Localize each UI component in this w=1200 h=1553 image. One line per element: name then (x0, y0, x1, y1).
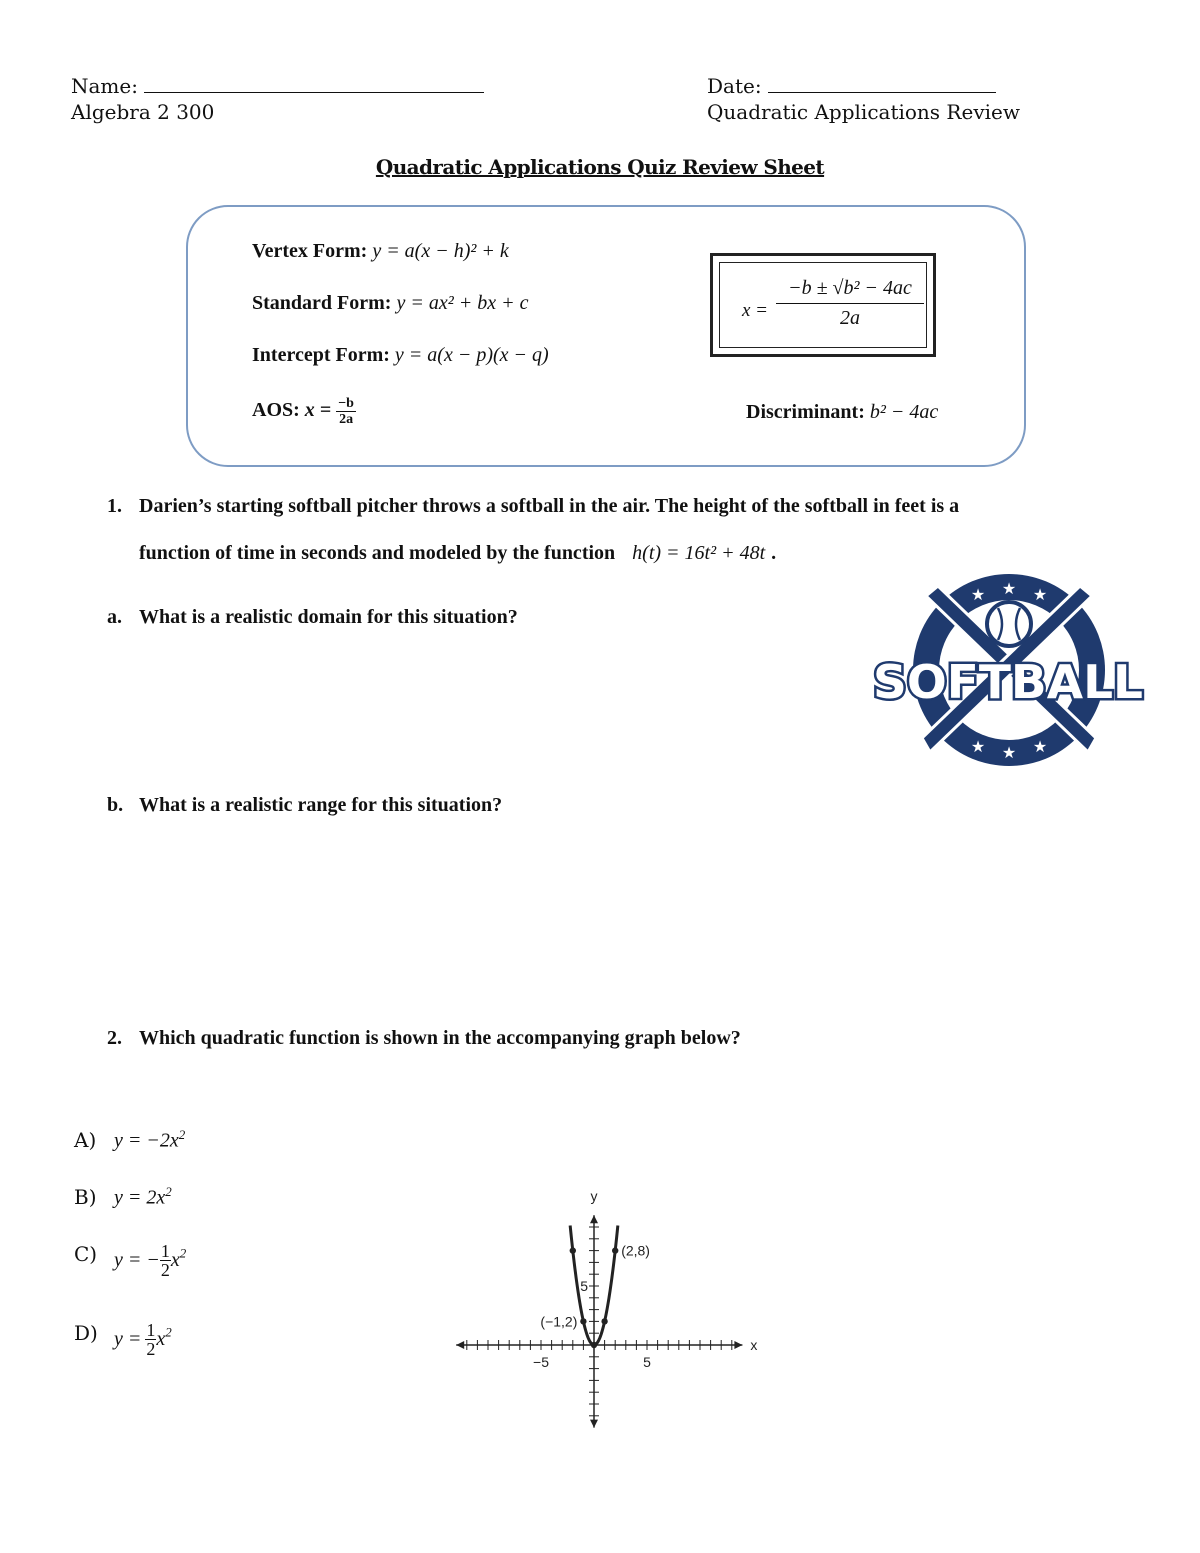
intercept-form-label: Intercept Form: (252, 344, 390, 366)
svg-text:★: ★ (970, 585, 986, 604)
q1-line1 (107, 495, 959, 518)
intercept-form (252, 344, 549, 367)
choice-b-exp: 2 (165, 1184, 172, 1199)
q1-number: 1. (107, 495, 122, 517)
data-point (612, 1247, 618, 1253)
aos-fraction (336, 396, 356, 427)
vertex-form-expr: y = a(x − h)² + k (372, 240, 509, 262)
x-axis-arrow-right (734, 1341, 742, 1349)
course-label: Algebra 2 300 (71, 100, 215, 124)
q2-number: 2. (107, 1027, 122, 1049)
page-title: Quadratic Applications Quiz Review Sheet (375, 155, 825, 179)
vertex-form (252, 240, 509, 263)
svg-text:★: ★ (1001, 579, 1017, 598)
q1a (107, 606, 518, 629)
choice-c-den: 2 (160, 1260, 170, 1280)
data-point (580, 1318, 586, 1324)
quadratic-formula-box (710, 253, 936, 357)
vertex-form-label: Vertex Form: (252, 240, 368, 262)
discriminant-label: Discriminant: (746, 401, 865, 423)
choice-b[interactable] (74, 1184, 172, 1210)
aos-denominator: 2a (339, 412, 354, 427)
data-point (570, 1247, 576, 1253)
aos-label: AOS: (252, 399, 300, 422)
choice-b-expr: y = 2x (114, 1186, 166, 1209)
standard-form-label: Standard Form: (252, 292, 392, 314)
choice-d-exp: 2 (165, 1324, 172, 1340)
x-tick-label: −5 (533, 1354, 549, 1370)
y-axis-arrow-down (590, 1420, 598, 1428)
data-point (601, 1318, 607, 1324)
aos-numerator: −b (338, 396, 354, 411)
quadratic-lhs: x = (742, 300, 769, 321)
choice-c-num: 1 (160, 1241, 170, 1261)
discriminant-expr: b² − 4ac (869, 401, 939, 423)
choice-a[interactable] (74, 1127, 185, 1153)
choice-c-expr: y = − (114, 1249, 160, 1271)
q1b-text: What is a realistic range for this situation? (139, 794, 503, 816)
q1-text-line1: Darien’s starting softball pitcher throws a softball in the air. The height of the softball in feet is a (139, 495, 960, 517)
svg-text:★: ★ (1001, 743, 1017, 762)
choice-d-den: 2 (146, 1339, 156, 1359)
point-label: (2,8) (621, 1242, 650, 1259)
date-blank[interactable] (768, 74, 996, 93)
standard-form-expr: y = ax² + bx + c (396, 292, 529, 314)
x-axis-label: x (750, 1337, 758, 1353)
q1-text-line2: function of time in seconds and modeled by the function (139, 542, 616, 564)
quadratic-formula-inner (719, 262, 927, 348)
choice-d[interactable] (74, 1321, 172, 1358)
svg-text:★: ★ (1032, 737, 1048, 756)
choice-a-exp: 2 (178, 1127, 186, 1142)
name-label: Name: (71, 74, 138, 98)
choice-c-label: C) (74, 1242, 98, 1266)
aos-formula (252, 396, 356, 427)
choice-c-exp: 2 (179, 1245, 187, 1261)
q1b-label: b. (107, 794, 124, 816)
choice-d-expr: y = (114, 1328, 142, 1350)
q1b (107, 794, 502, 817)
y-axis-arrow-up (590, 1215, 598, 1223)
choice-d-num: 1 (146, 1320, 156, 1340)
choice-c[interactable] (74, 1242, 186, 1279)
choice-c-var: x (170, 1249, 180, 1271)
logo-text: SOFTBALL (873, 655, 1143, 709)
svg-text:★: ★ (970, 737, 986, 756)
x-axis-arrow-left (456, 1341, 464, 1349)
standard-form (252, 292, 528, 315)
logo-ball-icon (987, 602, 1031, 646)
choice-a-label: A) (74, 1127, 97, 1152)
parabola-graph (440, 1095, 760, 1435)
x-tick-label: 5 (643, 1354, 651, 1370)
quadratic-numerator: −b ± √b² − 4ac (776, 277, 924, 304)
point-label: (−1,2) (540, 1313, 578, 1330)
q2 (107, 1027, 741, 1050)
q1-line2 (139, 542, 776, 565)
discriminant (746, 401, 938, 424)
choice-d-var: x (156, 1328, 166, 1350)
choice-c-fraction (160, 1242, 171, 1279)
softball-logo (866, 568, 1148, 772)
name-blank[interactable] (144, 74, 484, 93)
choice-d-label: D) (74, 1321, 98, 1345)
data-point (591, 1342, 597, 1348)
q2-text: Which quadratic function is shown in the accompanying graph below? (139, 1027, 741, 1049)
aos-lhs: x = (304, 399, 332, 422)
y-tick-label: 5 (580, 1278, 588, 1294)
svg-text:★: ★ (1032, 585, 1048, 604)
choice-d-fraction (145, 1321, 156, 1358)
q1a-text: What is a realistic domain for this situation? (139, 606, 518, 628)
q1a-label: a. (107, 606, 122, 628)
q1-period: . (771, 542, 777, 564)
subject-label: Quadratic Applications Review (707, 100, 1020, 124)
intercept-form-expr: y = a(x − p)(x − q) (394, 344, 549, 366)
choice-b-label: B) (74, 1184, 97, 1209)
y-axis-label: y (590, 1188, 598, 1205)
date-line (707, 73, 996, 99)
q1-function: h(t) = 16t² + 48t (632, 542, 766, 564)
choice-a-expr: y = −2x (114, 1129, 179, 1152)
date-label: Date: (707, 74, 762, 98)
quadratic-denominator: 2a (840, 307, 860, 329)
name-line (71, 73, 484, 99)
